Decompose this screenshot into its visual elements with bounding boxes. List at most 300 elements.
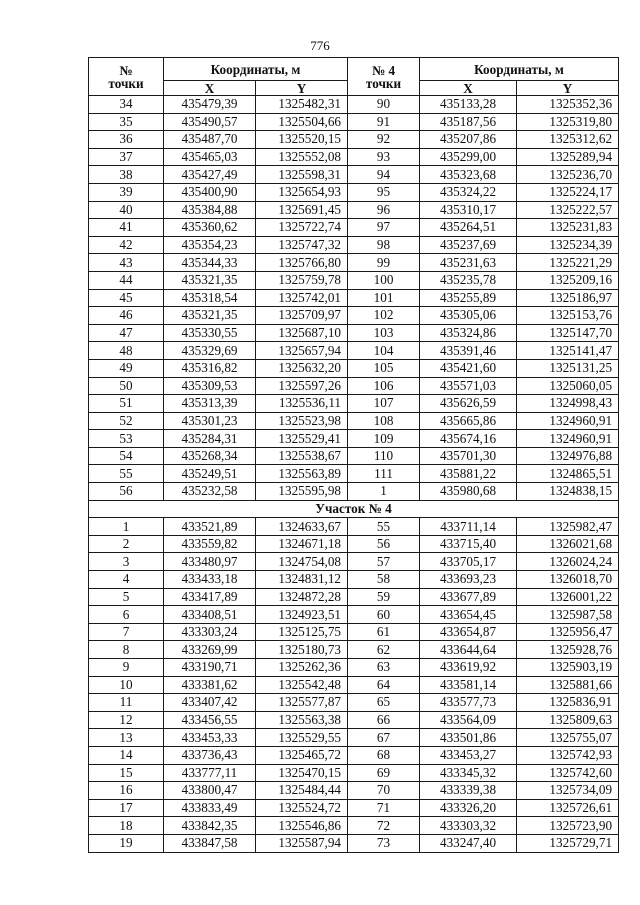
x-coordinate-cell: 433326,20 — [420, 799, 517, 817]
x-coordinate-cell: 435207,86 — [420, 131, 517, 149]
x-coordinate-cell: 433705,17 — [420, 553, 517, 571]
table-row — [89, 571, 619, 589]
y-coordinate-cell: 1325755,07 — [517, 729, 619, 747]
point-number-cell: 103 — [348, 324, 420, 342]
table-row — [89, 659, 619, 677]
x-coordinate-cell: 435237,69 — [420, 236, 517, 254]
y-coordinate-cell: 1325809,63 — [517, 711, 619, 729]
x-coordinate-cell: 435310,17 — [420, 201, 517, 219]
point-number-cell: 44 — [89, 271, 164, 289]
point-number-cell: 38 — [89, 166, 164, 184]
y-coordinate-cell: 1325524,72 — [256, 799, 348, 817]
y-coordinate-cell: 1324633,67 — [256, 518, 348, 536]
point-number-cell: 109 — [348, 430, 420, 448]
y-coordinate-cell: 1324976,88 — [517, 447, 619, 465]
coordinates-table — [88, 57, 619, 853]
point-number-cell: 43 — [89, 254, 164, 272]
y-coordinate-cell: 1325928,76 — [517, 641, 619, 659]
point-number-header — [89, 58, 164, 96]
point-number-cell: 94 — [348, 166, 420, 184]
y-coordinate-cell: 1325956,47 — [517, 623, 619, 641]
x-coordinate-cell: 433847,58 — [164, 834, 256, 852]
x-coordinate-cell: 435400,90 — [164, 183, 256, 201]
point-number-cell: 111 — [348, 465, 420, 483]
x-coordinate-cell: 435323,68 — [420, 166, 517, 184]
x-coordinate-cell: 433644,64 — [420, 641, 517, 659]
y-coordinate-cell: 1325542,48 — [256, 676, 348, 694]
y-coordinate-cell: 1324831,12 — [256, 571, 348, 589]
point-number-cell: 53 — [89, 430, 164, 448]
point-number-cell: 67 — [348, 729, 420, 747]
point-number-cell: 91 — [348, 113, 420, 131]
point-number-cell: 98 — [348, 236, 420, 254]
y-coordinate-cell: 1325221,29 — [517, 254, 619, 272]
x-coordinate-cell: 435324,22 — [420, 183, 517, 201]
y-header-right: Y — [517, 81, 619, 96]
x-coordinate-cell: 433677,89 — [420, 588, 517, 606]
point-number-cell: 99 — [348, 254, 420, 272]
y-coordinate-cell: 1325726,61 — [517, 799, 619, 817]
y-coordinate-cell: 1325236,70 — [517, 166, 619, 184]
x-coordinate-cell: 435701,30 — [420, 447, 517, 465]
x-coordinate-cell: 433303,24 — [164, 623, 256, 641]
point-number-cell: 1 — [89, 518, 164, 536]
section-title: Участок № 4 — [89, 500, 619, 518]
x-coordinate-cell: 435330,55 — [164, 324, 256, 342]
x-coordinate-cell: 435305,06 — [420, 307, 517, 325]
point-number-cell: 18 — [89, 817, 164, 835]
x-coordinate-cell: 433417,89 — [164, 588, 256, 606]
point-number-cell: 93 — [348, 148, 420, 166]
y-coordinate-cell: 1325153,76 — [517, 307, 619, 325]
y-coordinate-cell: 1325632,20 — [256, 359, 348, 377]
x-coordinate-cell: 433654,87 — [420, 623, 517, 641]
x-coordinate-cell: 433619,92 — [420, 659, 517, 677]
table-row — [89, 131, 619, 149]
point-number-cell: 71 — [348, 799, 420, 817]
y-coordinate-cell: 1326024,24 — [517, 553, 619, 571]
table-row — [89, 219, 619, 237]
table-row — [89, 834, 619, 852]
table-row — [89, 553, 619, 571]
point-number-cell: 104 — [348, 342, 420, 360]
x-coordinate-cell: 433800,47 — [164, 782, 256, 800]
coordinates-header: Координаты, м — [164, 58, 348, 81]
x-coordinate-cell: 435299,00 — [420, 148, 517, 166]
x-coordinate-cell: 433833,49 — [164, 799, 256, 817]
point-number-cell: 72 — [348, 817, 420, 835]
point-number-cell: 69 — [348, 764, 420, 782]
y-coordinate-cell: 1325125,75 — [256, 623, 348, 641]
y-coordinate-cell: 1325504,66 — [256, 113, 348, 131]
point-number-cell: 54 — [89, 447, 164, 465]
table-row — [89, 96, 619, 114]
point-number-cell: 102 — [348, 307, 420, 325]
table-row — [89, 641, 619, 659]
x-coordinate-cell: 435626,59 — [420, 395, 517, 413]
point-number-cell: 9 — [89, 659, 164, 677]
x-coordinate-cell: 433842,35 — [164, 817, 256, 835]
table-row — [89, 113, 619, 131]
number-sign-label-right: № 4 — [371, 62, 396, 78]
y-coordinate-cell: 1324998,43 — [517, 395, 619, 413]
y-coordinate-cell: 1325836,91 — [517, 694, 619, 712]
point-number-cell: 34 — [89, 96, 164, 114]
y-coordinate-cell: 1324960,91 — [517, 412, 619, 430]
table-body — [89, 96, 619, 853]
y-coordinate-cell: 1325709,97 — [256, 307, 348, 325]
y-coordinate-cell: 1325742,01 — [256, 289, 348, 307]
table-row — [89, 746, 619, 764]
point-number-cell: 12 — [89, 711, 164, 729]
point-number-cell: 42 — [89, 236, 164, 254]
point-number-cell: 73 — [348, 834, 420, 852]
x-coordinate-cell: 433715,40 — [420, 535, 517, 553]
point-number-cell: 59 — [348, 588, 420, 606]
y-coordinate-cell: 1325482,31 — [256, 96, 348, 114]
table-row — [89, 430, 619, 448]
table-row — [89, 289, 619, 307]
x-coordinate-cell: 433407,42 — [164, 694, 256, 712]
point-number-cell: 57 — [348, 553, 420, 571]
table-row — [89, 254, 619, 272]
x-coordinate-cell: 435235,78 — [420, 271, 517, 289]
x-coordinate-cell: 433408,51 — [164, 606, 256, 624]
table-row — [89, 412, 619, 430]
x-coordinate-cell: 435487,70 — [164, 131, 256, 149]
y-coordinate-cell: 1325319,80 — [517, 113, 619, 131]
x-coordinate-cell: 433501,86 — [420, 729, 517, 747]
x-coordinate-cell: 433247,40 — [420, 834, 517, 852]
y-coordinate-cell: 1325234,39 — [517, 236, 619, 254]
points-label-right: точки — [365, 75, 402, 91]
point-number-cell: 60 — [348, 606, 420, 624]
y-coordinate-cell: 1325747,32 — [256, 236, 348, 254]
y-coordinate-cell: 1325587,94 — [256, 834, 348, 852]
x-coordinate-cell: 435324,86 — [420, 324, 517, 342]
y-coordinate-cell: 1325465,72 — [256, 746, 348, 764]
y-coordinate-cell: 1325186,97 — [517, 289, 619, 307]
table-row — [89, 817, 619, 835]
x-header: X — [164, 81, 256, 96]
point-number-cell: 105 — [348, 359, 420, 377]
x-coordinate-cell: 435318,54 — [164, 289, 256, 307]
point-number-cell: 11 — [89, 694, 164, 712]
x-coordinate-cell: 433564,09 — [420, 711, 517, 729]
point-number-cell: 106 — [348, 377, 420, 395]
table-row — [89, 711, 619, 729]
x-coordinate-cell: 433693,23 — [420, 571, 517, 589]
y-coordinate-cell: 1325470,15 — [256, 764, 348, 782]
y-coordinate-cell: 1324872,28 — [256, 588, 348, 606]
point-number-cell: 55 — [89, 465, 164, 483]
point-number-cell: 2 — [89, 535, 164, 553]
x-coordinate-cell: 435264,51 — [420, 219, 517, 237]
x-coordinate-cell: 435360,62 — [164, 219, 256, 237]
x-coordinate-cell: 433480,97 — [164, 553, 256, 571]
table-header — [89, 58, 619, 96]
y-coordinate-cell: 1325352,36 — [517, 96, 619, 114]
x-coordinate-cell: 433577,73 — [420, 694, 517, 712]
point-number-cell: 8 — [89, 641, 164, 659]
point-number-cell: 68 — [348, 746, 420, 764]
y-coordinate-cell: 1326001,22 — [517, 588, 619, 606]
point-number-cell: 95 — [348, 183, 420, 201]
point-number-cell: 101 — [348, 289, 420, 307]
y-coordinate-cell: 1325552,08 — [256, 148, 348, 166]
x-coordinate-cell: 433433,18 — [164, 571, 256, 589]
point-number-cell: 14 — [89, 746, 164, 764]
point-number-cell: 45 — [89, 289, 164, 307]
x-coordinate-cell: 435255,89 — [420, 289, 517, 307]
point-number-cell: 97 — [348, 219, 420, 237]
x-coordinate-cell: 433559,82 — [164, 535, 256, 553]
y-coordinate-cell: 1325595,98 — [256, 483, 348, 501]
x-coordinate-cell: 435391,46 — [420, 342, 517, 360]
point-number-cell: 35 — [89, 113, 164, 131]
point-number-cell: 41 — [89, 219, 164, 237]
table-row — [89, 271, 619, 289]
y-coordinate-cell: 1325598,31 — [256, 166, 348, 184]
point-number-cell: 39 — [89, 183, 164, 201]
y-coordinate-cell: 1324671,18 — [256, 535, 348, 553]
point-number-cell: 19 — [89, 834, 164, 852]
x-coordinate-cell: 435384,88 — [164, 201, 256, 219]
y-coordinate-cell: 1325597,26 — [256, 377, 348, 395]
point-number-cell: 7 — [89, 623, 164, 641]
x-coordinate-cell: 435321,35 — [164, 307, 256, 325]
x-coordinate-cell: 433777,11 — [164, 764, 256, 782]
y-coordinate-cell: 1325691,45 — [256, 201, 348, 219]
y-coordinate-cell: 1326021,68 — [517, 535, 619, 553]
x-coordinate-cell: 435231,63 — [420, 254, 517, 272]
table-row — [89, 694, 619, 712]
x-coordinate-cell: 433190,71 — [164, 659, 256, 677]
x-coordinate-cell: 433453,27 — [420, 746, 517, 764]
point-number-cell: 56 — [348, 535, 420, 553]
y-coordinate-cell: 1324754,08 — [256, 553, 348, 571]
y-coordinate-cell: 1325538,67 — [256, 447, 348, 465]
point-number-cell: 64 — [348, 676, 420, 694]
point-number-header-right — [348, 58, 420, 96]
point-number-cell: 58 — [348, 571, 420, 589]
x-coordinate-cell: 435571,03 — [420, 377, 517, 395]
x-coordinate-cell: 435674,16 — [420, 430, 517, 448]
point-number-cell: 16 — [89, 782, 164, 800]
x-coordinate-cell: 435316,82 — [164, 359, 256, 377]
table-row — [89, 729, 619, 747]
y-coordinate-cell: 1325536,11 — [256, 395, 348, 413]
y-coordinate-cell: 1325687,10 — [256, 324, 348, 342]
point-number-cell: 65 — [348, 694, 420, 712]
table-row — [89, 535, 619, 553]
x-coordinate-cell: 433736,43 — [164, 746, 256, 764]
table-row — [89, 324, 619, 342]
y-coordinate-cell: 1325987,58 — [517, 606, 619, 624]
table-row — [89, 377, 619, 395]
point-number-cell: 56 — [89, 483, 164, 501]
point-number-cell: 55 — [348, 518, 420, 536]
point-number-cell: 1 — [348, 483, 420, 501]
table-row — [89, 588, 619, 606]
point-number-cell: 49 — [89, 359, 164, 377]
y-coordinate-cell: 1325546,86 — [256, 817, 348, 835]
table-row — [89, 342, 619, 360]
point-number-cell: 52 — [89, 412, 164, 430]
point-number-cell: 51 — [89, 395, 164, 413]
table-row — [89, 623, 619, 641]
x-coordinate-cell: 435465,03 — [164, 148, 256, 166]
page-number: 776 — [310, 38, 330, 53]
x-coordinate-cell: 435665,86 — [420, 412, 517, 430]
table-row — [89, 148, 619, 166]
point-number-cell: 3 — [89, 553, 164, 571]
x-coordinate-cell: 435980,68 — [420, 483, 517, 501]
point-number-cell: 62 — [348, 641, 420, 659]
x-coordinate-cell: 435427,49 — [164, 166, 256, 184]
x-coordinate-cell: 435421,60 — [420, 359, 517, 377]
y-coordinate-cell: 1325147,70 — [517, 324, 619, 342]
y-coordinate-cell: 1325141,47 — [517, 342, 619, 360]
table-row — [89, 395, 619, 413]
point-number-cell: 15 — [89, 764, 164, 782]
point-number-cell: 4 — [89, 571, 164, 589]
x-coordinate-cell: 435329,69 — [164, 342, 256, 360]
point-number-cell: 36 — [89, 131, 164, 149]
table-row — [89, 606, 619, 624]
x-coordinate-cell: 433456,55 — [164, 711, 256, 729]
x-coordinate-cell: 435232,58 — [164, 483, 256, 501]
table-row — [89, 799, 619, 817]
point-number-cell: 96 — [348, 201, 420, 219]
y-coordinate-cell: 1326018,70 — [517, 571, 619, 589]
y-coordinate-cell: 1325654,93 — [256, 183, 348, 201]
x-coordinate-cell: 433345,32 — [420, 764, 517, 782]
point-number-cell: 66 — [348, 711, 420, 729]
y-coordinate-cell: 1325312,62 — [517, 131, 619, 149]
coordinates-header-right: Координаты, м — [420, 58, 619, 81]
y-coordinate-cell: 1325577,87 — [256, 694, 348, 712]
table-row — [89, 201, 619, 219]
point-number-cell: 110 — [348, 447, 420, 465]
point-number-cell: 70 — [348, 782, 420, 800]
x-coordinate-cell: 435309,53 — [164, 377, 256, 395]
x-coordinate-cell: 433521,89 — [164, 518, 256, 536]
y-coordinate-cell: 1325734,09 — [517, 782, 619, 800]
x-coordinate-cell: 433581,14 — [420, 676, 517, 694]
point-number-cell: 47 — [89, 324, 164, 342]
y-coordinate-cell: 1325729,71 — [517, 834, 619, 852]
x-coordinate-cell: 433303,32 — [420, 817, 517, 835]
y-coordinate-cell: 1325224,17 — [517, 183, 619, 201]
y-coordinate-cell: 1325742,93 — [517, 746, 619, 764]
y-coordinate-cell: 1325484,44 — [256, 782, 348, 800]
y-coordinate-cell: 1325759,78 — [256, 271, 348, 289]
x-coordinate-cell: 435490,57 — [164, 113, 256, 131]
point-number-cell: 13 — [89, 729, 164, 747]
point-number-cell: 37 — [89, 148, 164, 166]
section-row — [89, 500, 619, 518]
point-number-cell: 40 — [89, 201, 164, 219]
point-number-cell: 46 — [89, 307, 164, 325]
table-row — [89, 782, 619, 800]
y-coordinate-cell: 1325742,60 — [517, 764, 619, 782]
point-number-cell: 5 — [89, 588, 164, 606]
table-row — [89, 764, 619, 782]
y-coordinate-cell: 1325982,47 — [517, 518, 619, 536]
x-coordinate-cell: 435344,33 — [164, 254, 256, 272]
points-label: точки — [108, 75, 144, 91]
table-row — [89, 359, 619, 377]
y-coordinate-cell: 1325722,74 — [256, 219, 348, 237]
table-row — [89, 483, 619, 501]
x-coordinate-cell: 435133,28 — [420, 96, 517, 114]
table-row — [89, 183, 619, 201]
table-row — [89, 518, 619, 536]
point-number-cell: 17 — [89, 799, 164, 817]
y-coordinate-cell: 1324960,91 — [517, 430, 619, 448]
point-number-cell: 48 — [89, 342, 164, 360]
y-coordinate-cell: 1325563,89 — [256, 465, 348, 483]
x-coordinate-cell: 433654,45 — [420, 606, 517, 624]
point-number-cell: 108 — [348, 412, 420, 430]
point-number-cell: 6 — [89, 606, 164, 624]
x-coordinate-cell: 435268,34 — [164, 447, 256, 465]
x-coordinate-cell: 435354,23 — [164, 236, 256, 254]
point-number-cell: 63 — [348, 659, 420, 677]
y-coordinate-cell: 1325180,73 — [256, 641, 348, 659]
x-coordinate-cell: 433453,33 — [164, 729, 256, 747]
table-row — [89, 676, 619, 694]
y-coordinate-cell: 1324838,15 — [517, 483, 619, 501]
x-coordinate-cell: 435881,22 — [420, 465, 517, 483]
table-row — [89, 447, 619, 465]
y-coordinate-cell: 1324923,51 — [256, 606, 348, 624]
x-coordinate-cell: 435187,56 — [420, 113, 517, 131]
x-coordinate-cell: 435284,31 — [164, 430, 256, 448]
table-row — [89, 465, 619, 483]
x-coordinate-cell: 433339,38 — [420, 782, 517, 800]
y-coordinate-cell: 1325231,83 — [517, 219, 619, 237]
y-coordinate-cell: 1325520,15 — [256, 131, 348, 149]
y-coordinate-cell: 1325131,25 — [517, 359, 619, 377]
y-coordinate-cell: 1325262,36 — [256, 659, 348, 677]
x-coordinate-cell: 433269,99 — [164, 641, 256, 659]
x-coordinate-cell: 435321,35 — [164, 271, 256, 289]
x-coordinate-cell: 435479,39 — [164, 96, 256, 114]
table-row — [89, 166, 619, 184]
x-coordinate-cell: 435249,51 — [164, 465, 256, 483]
point-number-cell: 50 — [89, 377, 164, 395]
x-header-right: X — [420, 81, 517, 96]
y-coordinate-cell: 1325529,55 — [256, 729, 348, 747]
number-sign-label: № — [119, 62, 133, 78]
y-coordinate-cell: 1325903,19 — [517, 659, 619, 677]
y-coordinate-cell: 1325523,98 — [256, 412, 348, 430]
y-coordinate-cell: 1324865,51 — [517, 465, 619, 483]
point-number-cell: 100 — [348, 271, 420, 289]
y-coordinate-cell: 1325723,90 — [517, 817, 619, 835]
y-coordinate-cell: 1325289,94 — [517, 148, 619, 166]
x-coordinate-cell: 433711,14 — [420, 518, 517, 536]
point-number-cell: 61 — [348, 623, 420, 641]
x-coordinate-cell: 435301,23 — [164, 412, 256, 430]
table-row — [89, 236, 619, 254]
x-coordinate-cell: 435313,39 — [164, 395, 256, 413]
y-coordinate-cell: 1325209,16 — [517, 271, 619, 289]
y-coordinate-cell: 1325222,57 — [517, 201, 619, 219]
y-header: Y — [256, 81, 348, 96]
